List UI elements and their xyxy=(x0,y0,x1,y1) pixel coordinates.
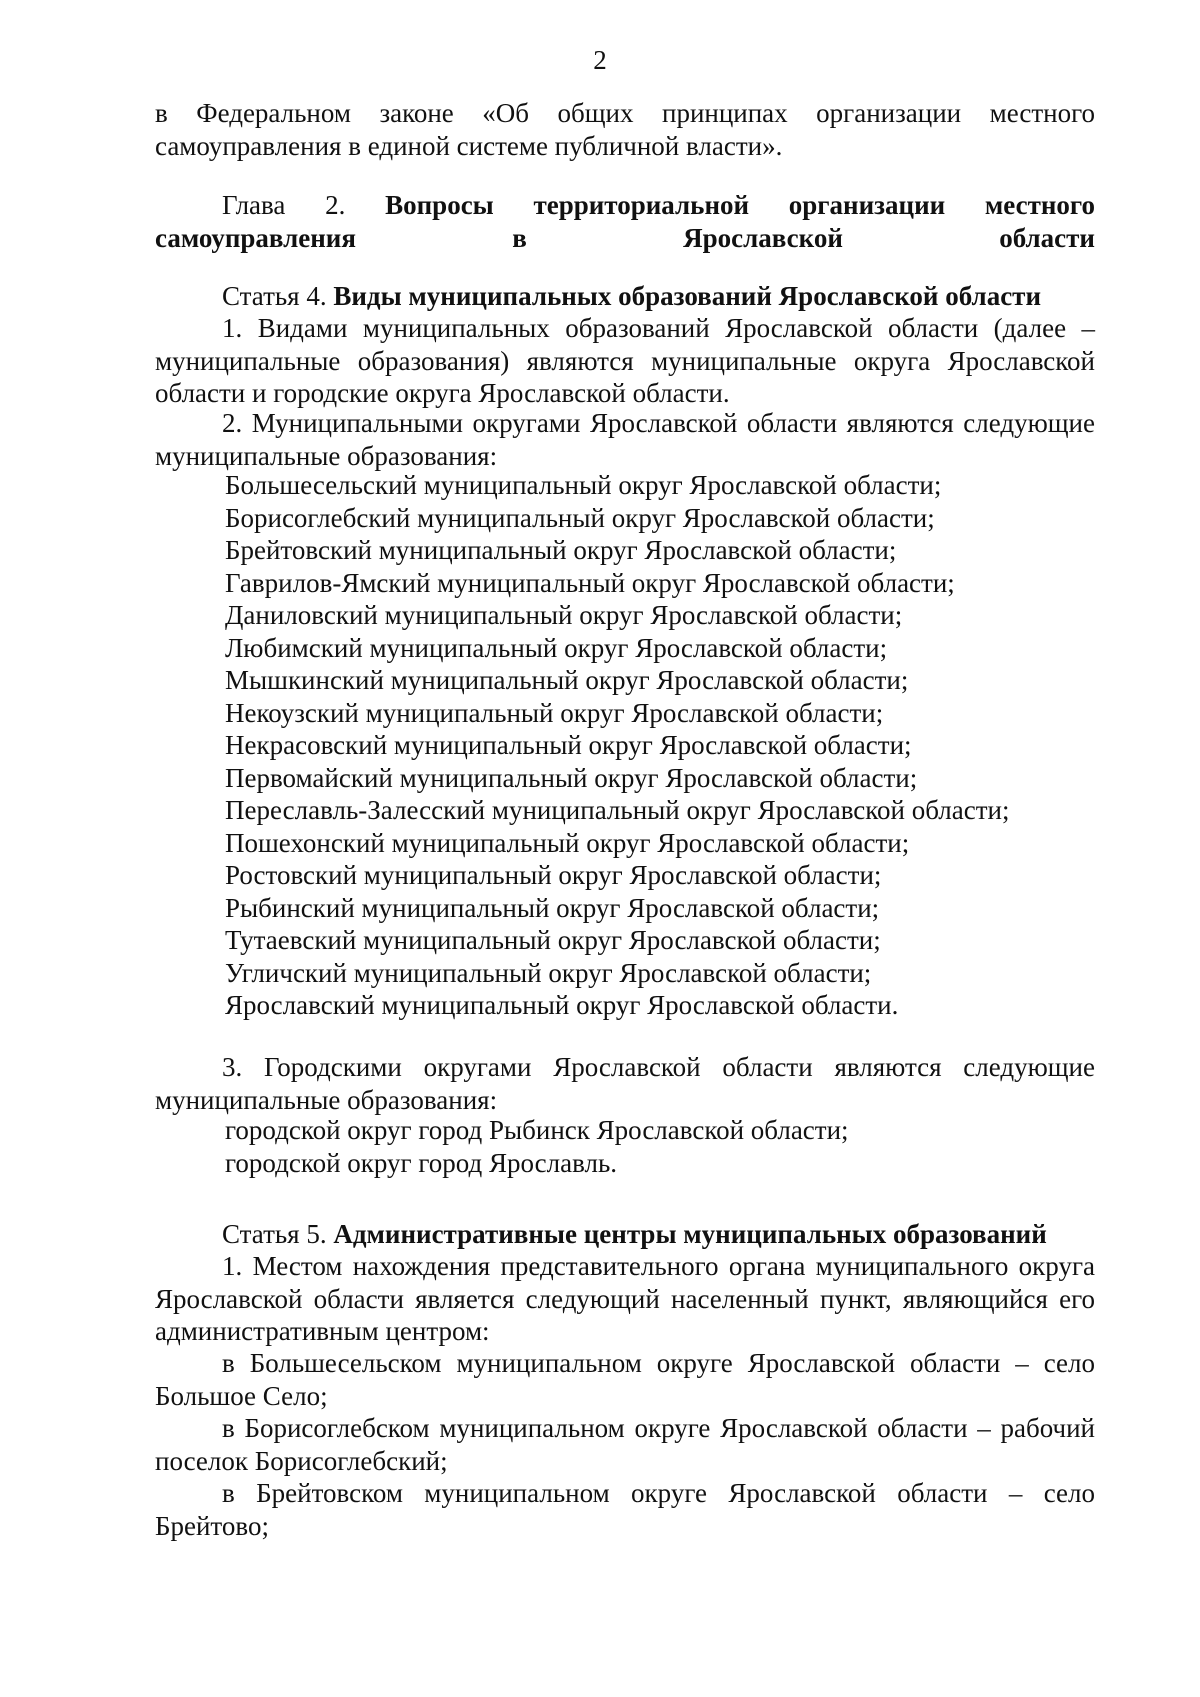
list-item: Некрасовский муниципальный округ Ярославской области; xyxy=(225,730,912,760)
list-item: Некоузский муниципальный округ Ярославской области; xyxy=(225,697,884,728)
list-item: Пошехонский муниципальный округ Ярославской области; xyxy=(225,827,910,858)
article4-heading xyxy=(155,280,1095,313)
list-item: Любимский муниципальный округ Ярославской области; xyxy=(225,632,888,663)
list-item: Борисоглебский муниципальный округ Ярославской области; xyxy=(225,502,935,533)
intro-paragraph: в Федеральном законе «Об общих принципах организации местного самоуправления в единой системе публичной власти». xyxy=(155,98,1095,161)
list-item: Гаврилов-Ямский муниципальный округ Ярославской области; xyxy=(225,567,955,598)
article5-title: Административные центры муниципальных образований xyxy=(333,1219,1047,1249)
chapter-prefix: Глава 2. xyxy=(222,190,346,220)
list-item: городской округ город Рыбинск Ярославской области; xyxy=(225,1115,849,1145)
page-number: 2 xyxy=(593,45,607,75)
list-item: Брейтовский муниципальный округ Ярославской области; xyxy=(225,535,897,565)
article4-paragraph-1: 1. Видами муниципальных образований Ярославской области (далее – муниципальные образования) являются муниципальные округа Ярославской области и городские округа Ярославской области. xyxy=(155,313,1095,408)
list-item: Угличский муниципальный округ Ярославской области; xyxy=(225,957,872,988)
article5-paragraph-1: 1. Местом нахождения представительного органа муниципального округа Ярославской области является следующий населенный пункт, являющийся его административным центром: xyxy=(155,1251,1095,1346)
list-item: Переславль-Залесский муниципальный округ Ярославской области; xyxy=(225,795,1010,825)
chapter-title: Вопросы территориальной организации местного самоуправления в Ярославской области xyxy=(155,190,1095,253)
list-item: Ярославский муниципальный округ Ярославской области. xyxy=(225,990,899,1020)
article5-item-3: в Брейтовском муниципальном округе Ярославской области – село Брейтово; xyxy=(155,1478,1095,1541)
list-item: Тутаевский муниципальный округ Ярославской области; xyxy=(225,925,881,955)
article4-paragraph-3: 3. Городскими округами Ярославской области являются следующие муниципальные образования: xyxy=(155,1052,1095,1115)
article4-title: Виды муниципальных образований Ярославской области xyxy=(333,281,1042,311)
list-item: Рыбинский муниципальный округ Ярославской области; xyxy=(225,892,880,923)
city-district-list xyxy=(225,1114,1105,1179)
article5-item-1: в Большесельском муниципальном округе Ярославской области – село Большое Село; xyxy=(155,1348,1095,1411)
list-item: городской округ город Ярославль. xyxy=(225,1147,618,1178)
article5-prefix: Статья 5. xyxy=(222,1219,327,1249)
article5-item-2: в Борисоглебском муниципальном округе Ярославской области – рабочий поселок Борисоглебский; xyxy=(155,1413,1095,1476)
list-item: Первомайский муниципальный округ Ярославской области; xyxy=(225,762,918,793)
district-list xyxy=(225,469,1105,1022)
article4-paragraph-2: 2. Муниципальными округами Ярославской области являются следующие муниципальные образования: xyxy=(155,408,1095,471)
list-item: Большесельский муниципальный округ Ярославской области; xyxy=(225,470,942,500)
list-item: Ростовский муниципальный округ Ярославской области; xyxy=(225,860,882,890)
list-item: Мышкинский муниципальный округ Ярославской области; xyxy=(225,665,909,695)
article5-heading xyxy=(155,1218,1095,1251)
article4-prefix: Статья 4. xyxy=(222,281,327,311)
chapter-heading xyxy=(155,189,1095,254)
list-item: Даниловский муниципальный округ Ярославской области; xyxy=(225,600,903,630)
